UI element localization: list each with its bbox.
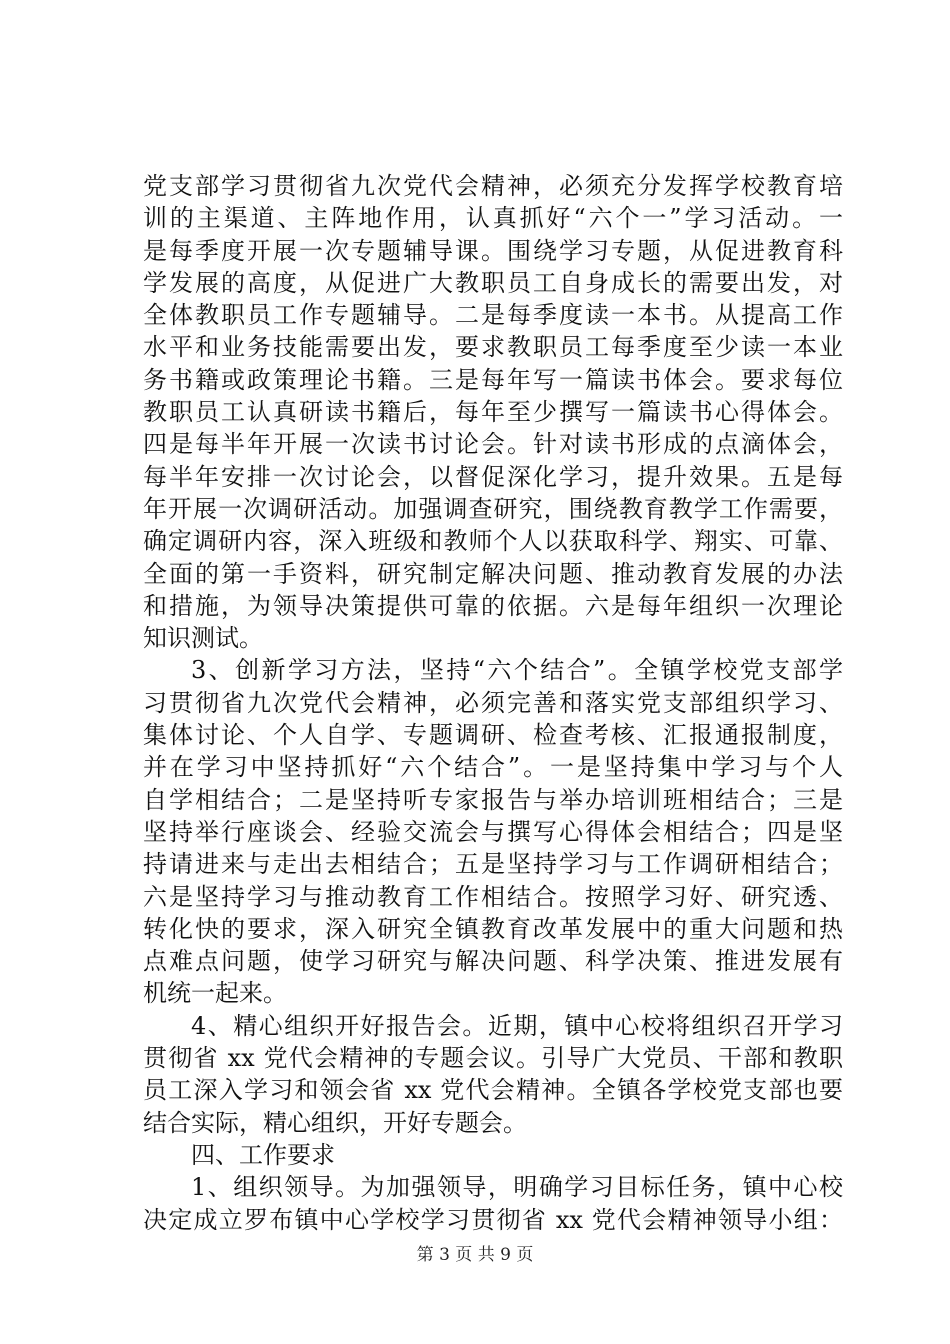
body-line: 水平和业务技能需要出发，要求教职员工每季度至少读一本业	[143, 333, 843, 362]
body-line: 年开展一次调研活动。加强调查研究，围绕教育教学工作需要，	[143, 494, 843, 523]
paragraph-end-line: 结合实际，精心组织，开好专题会。	[143, 1108, 527, 1137]
paragraph-start-line: 4、精心组织开好报告会。近期，镇中心校将组织召开学习	[191, 1011, 843, 1040]
document-body	[143, 170, 843, 1236]
body-line: 并在学习中坚持抓好“六个结合”。一是坚持集中学习与个人	[143, 753, 843, 782]
body-line: 每半年安排一次讨论会，以督促深化学习，提升效果。五是每	[143, 462, 843, 491]
body-line: 集体讨论、个人自学、专题调研、检查考核、汇报通报制度，	[143, 721, 843, 750]
body-line: 学发展的高度，从促进广大教职员工自身成长的需要出发，对	[143, 268, 843, 297]
body-line: 决定成立罗布镇中心学校学习贯彻省 xx 党代会精神领导小组：	[143, 1205, 843, 1234]
body-line: 和措施，为领导决策提供可靠的依据。六是每年组织一次理论	[143, 591, 843, 620]
paragraph-start-line: 3、创新学习方法，坚持“六个结合”。全镇学校党支部学	[191, 656, 843, 685]
body-line: 点难点问题，使学习研究与解决问题、科学决策、推进发展有	[143, 947, 843, 976]
body-line: 六是坚持学习与推动教育工作相结合。按照学习好、研究透、	[143, 882, 843, 911]
paragraph-end-line: 知识测试。	[143, 624, 263, 653]
body-line: 四是每半年开展一次读书讨论会。针对读书形成的点滴体会，	[143, 430, 843, 459]
body-line: 坚持举行座谈会、经验交流会与撰写心得体会相结合；四是坚	[143, 817, 843, 846]
body-line: 习贯彻省九次党代会精神，必须完善和落实党支部组织学习、	[143, 688, 843, 717]
body-line: 转化快的要求，深入研究全镇教育改革发展中的重大问题和热	[143, 914, 843, 943]
body-line: 员工深入学习和领会省 xx 党代会精神。全镇各学校党支部也要	[143, 1076, 843, 1105]
body-line: 贯彻省 xx 党代会精神的专题会议。引导广大党员、干部和教职	[143, 1044, 843, 1073]
section-heading: 四、工作要求	[191, 1140, 335, 1169]
body-line: 持请进来与走出去相结合；五是坚持学习与工作调研相结合；	[143, 850, 843, 879]
body-line: 务书籍或政策理论书籍。三是每年写一篇读书体会。要求每位	[143, 365, 843, 394]
body-line: 党支部学习贯彻省九次党代会精神，必须充分发挥学校教育培	[143, 172, 843, 200]
page-number-footer: 第 3 页 共 9 页	[416, 1245, 534, 1265]
body-line: 全面的第一手资料，研究制定解决问题、推动教育发展的办法	[143, 559, 843, 588]
body-line: 自学相结合；二是坚持听专家报告与举办培训班相结合；三是	[143, 785, 843, 814]
body-line: 教职员工认真研读书籍后，每年至少撰写一篇读书心得体会。	[143, 398, 843, 427]
paragraph-start-line: 1、组织领导。为加强领导，明确学习目标任务，镇中心校	[191, 1173, 843, 1202]
paragraph-end-line: 机统一起来。	[143, 979, 287, 1008]
body-line: 确定调研内容，深入班级和教师个人以获取科学、翔实、可靠、	[143, 527, 843, 556]
body-line: 训的主渠道、主阵地作用，认真抓好“六个一”学习活动。一	[143, 204, 843, 233]
body-line: 是每季度开展一次专题辅导课。围绕学习专题，从促进教育科	[143, 236, 843, 265]
body-line: 全体教职员工作专题辅导。二是每季度读一本书。从提高工作	[143, 301, 843, 330]
